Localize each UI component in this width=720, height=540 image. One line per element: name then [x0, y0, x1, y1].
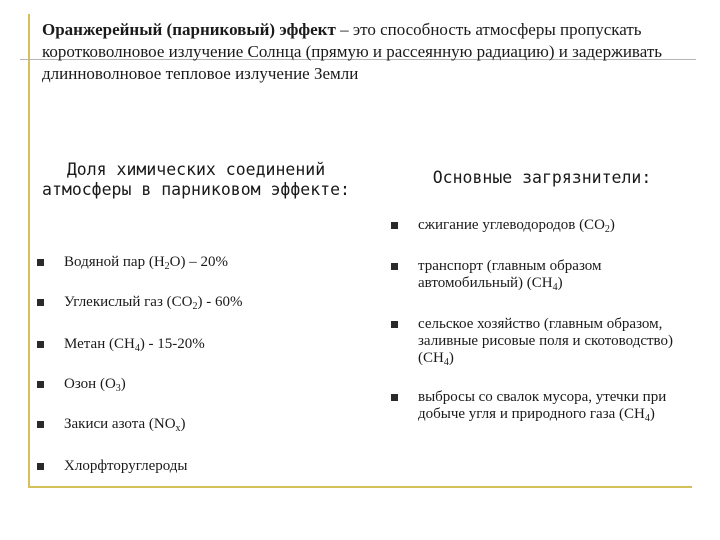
list-item-hydrocarbon-burning: сжигание углеводородов $(CO_2)$: [418, 217, 688, 234]
square-bullet-icon: [391, 321, 398, 328]
square-bullet-icon: [37, 421, 44, 428]
slide-title: [42, 19, 692, 85]
square-bullet-icon: [391, 263, 398, 270]
list-item-ozone: Озон $(O_3)$: [64, 376, 354, 393]
square-bullet-icon: [391, 394, 398, 401]
list-item-water-vapor: Водяной пар $(H_2O) - 20\%$: [64, 254, 354, 271]
square-bullet-icon: [37, 381, 44, 388]
right-column-heading: Основные загрязнители:: [432, 168, 652, 187]
square-bullet-icon: [37, 341, 44, 348]
title-definition: – это способность атмосферы пропускать коротковолновое излучение Солнца (прямую и рассеянную радиацию) и задерживать длинноволновое тепловое излучение Земли: [42, 20, 663, 83]
square-bullet-icon: [37, 463, 44, 470]
list-item-agriculture: сельское хозяйство (главным образом, заливные рисовые поля и скотоводство) $(CH_4)$: [418, 316, 688, 367]
list-item-methane: Метан $(CH_4) - 15-20\%$: [64, 336, 354, 353]
list-item-cfc: Хлорфторуглероды: [64, 458, 354, 475]
square-bullet-icon: [391, 222, 398, 229]
list-item-carbon-dioxide: Углекислый газ $(CO_2) - 60\%$: [64, 294, 354, 311]
list-item-transport: транспорт (главным образом автомобильный) $(CH_4)$: [418, 258, 688, 292]
square-bullet-icon: [37, 299, 44, 306]
list-item-nitrous-oxides: Закиси азота $(NO_x)$: [64, 416, 354, 433]
slide-frame-left-rule: [28, 14, 30, 488]
slide-frame-bottom-rule: [28, 486, 692, 488]
list-item-landfill-emissions: выбросы со свалок мусора, утечки при добыче угля и природного газа $(CH_4)$: [418, 389, 688, 423]
left-column-heading: Доля химических соединений атмосферы в парниковом эффекте:: [42, 160, 350, 199]
square-bullet-icon: [37, 259, 44, 266]
title-term: Оранжерейный (парниковый) эффект: [42, 20, 336, 39]
